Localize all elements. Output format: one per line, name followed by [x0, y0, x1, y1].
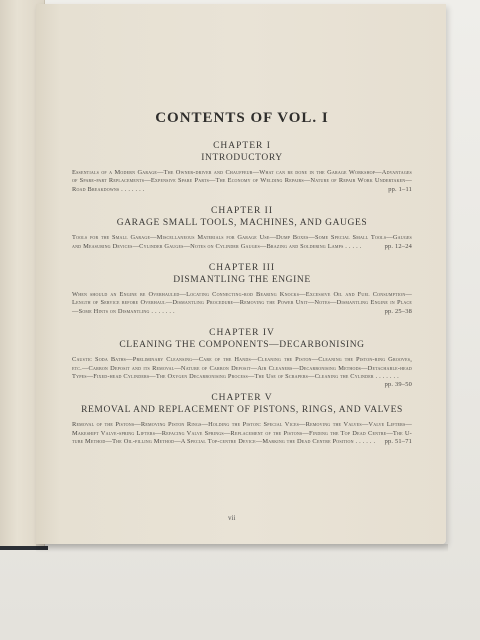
chapter-title: GARAGE SMALL TOOLS, MACHINES, AND GAUGES	[116, 218, 368, 229]
page-range: pp. 1–11	[388, 185, 412, 193]
chapter-summary	[72, 356, 412, 389]
chapter-number: CHAPTER IV	[209, 328, 275, 339]
chapter-summary	[72, 421, 412, 446]
summary-text: Caustic Soda Baths—Preliminary Cleansing—Care of the Hands—Cleaning the Piston—Cleaning the Piston-ring Grooves, etc.—Carbon Deposit and its Removal—Nature of Carbon Deposit—Air Cleaners—Decarbonising Methods—Detachable-head Types—Fixed-head Cylinders—The Oxygen Decarbonising Process—The Use of Scrapers—Cleaning the Cylinder . . . . . . .	[72, 356, 412, 381]
page-shadow	[36, 544, 448, 552]
chapter-title: DISMANTLING THE ENGINE	[173, 275, 311, 286]
chapter-number: CHAPTER I	[213, 141, 271, 151]
chapter-summary	[72, 291, 412, 316]
page-folio: vii	[228, 514, 236, 522]
chapter-number: CHAPTER II	[211, 206, 273, 217]
chapter-title: CLEANING THE COMPONENTS—DECARBONISING	[119, 340, 365, 351]
page-range: pp. 25–38	[384, 307, 412, 315]
chapter-summary	[72, 169, 412, 194]
chapter-title: REMOVAL AND REPLACEMENT OF PISTONS, RINGS, AND VALVES	[81, 405, 403, 416]
chapter-entry-1	[72, 141, 412, 194]
chapter-entry-4	[72, 328, 412, 389]
chapter-title: INTRODUCTORY	[201, 153, 283, 163]
summary-text: Tools for the Small Garage—Miscellaneous Materials for Garage Use—Dump Boxes—Some Special Small Tools—Gauges and Measuring Devices—Cylinder Gauges—Notes on Cylinder Gauges—Brazing and Soldering Lamps . . . . .	[72, 234, 412, 250]
summary-text: Essentials of a Modern Garage—The Owner-driver and Chauffeur—What can be done in the Garage Workshop—Advantages of Spare-part Replacements—Expensive Spare Parts—The Economy of Welding Repairs—Nature of Repair Work Undertaken—Road Breakdowns . . . . . . .	[72, 169, 412, 193]
contents-block	[72, 110, 412, 459]
page-range: pp. 12–24	[384, 242, 412, 250]
contents-heading: CONTENTS OF VOL. I	[155, 110, 329, 126]
chapter-number: CHAPTER III	[208, 263, 276, 274]
summary-text: When should an Engine be Overhauled—Locating Connecting-rod Bearing Knocks—Excessive Oil and Fuel Consumption—Length of Service before Overhaul—Dismantling Procedure—Removing the Power Unit—Notes—Dismantling Engine in Place—Some Hints on Dismantling . . . . . . .	[72, 291, 412, 315]
chapter-entry-2	[72, 206, 412, 251]
summary-text: Removal of the Pistons—Removing Piston Rings—Holding the Piston: Special Vices—Removing the Valves—Valve Lifters—Makeshift Valve-spring Lifters—Refacing Valve Springs—Replacement of the Pistons—Finding the Top Dead Centre—The U-tube Method—The Oil-filling Method—A Special Top-centre Device—Marking the Dead Centre Position . . . . . .	[72, 421, 412, 446]
chapter-entry-3	[72, 263, 412, 316]
page-range: pp. 51–71	[384, 438, 412, 446]
chapter-number: CHAPTER V	[211, 393, 273, 404]
chapter-summary	[72, 234, 412, 251]
chapter-entry-5	[72, 393, 412, 446]
page-range: pp. 39–50	[384, 381, 412, 389]
